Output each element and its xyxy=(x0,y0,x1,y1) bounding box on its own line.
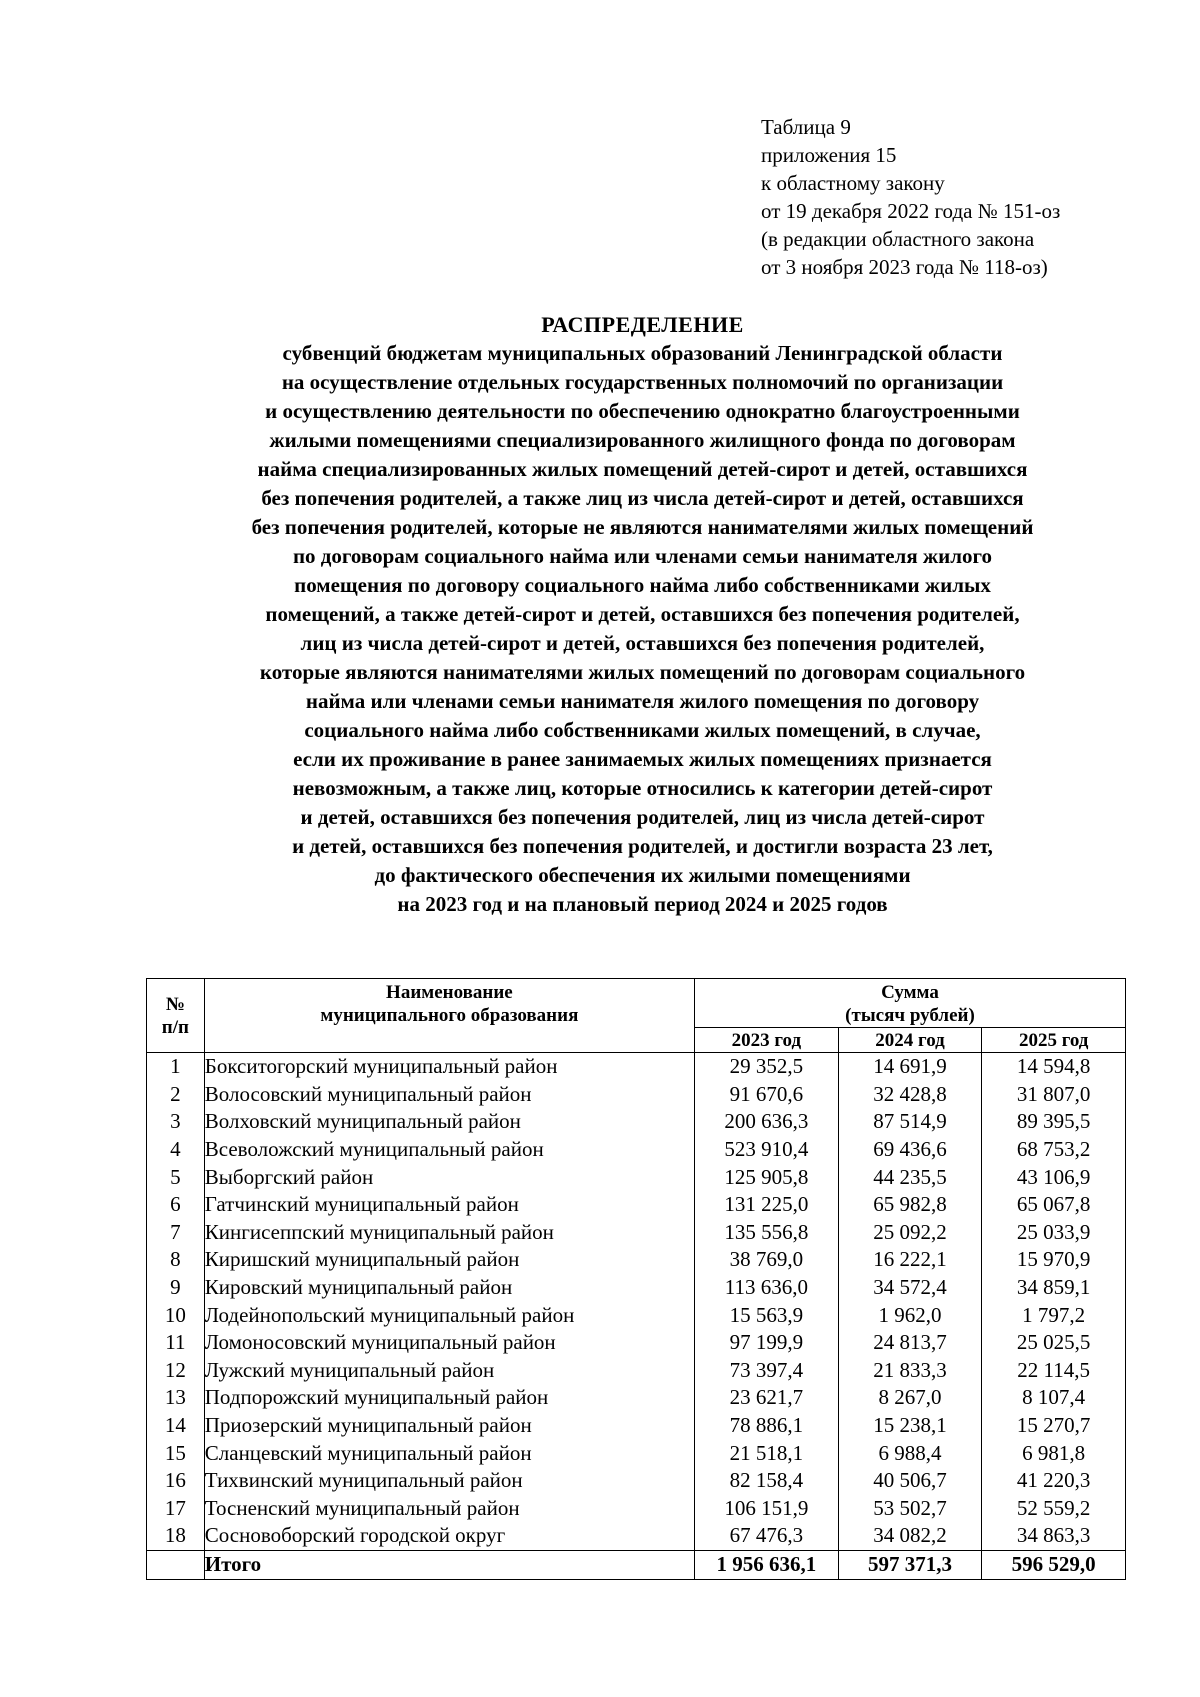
subtitle-line: жилыми помещениями специализированного жилищного фонда по договорам xyxy=(269,428,1016,452)
row-name: Кировский муниципальный район xyxy=(204,1274,694,1302)
row-value-2023: 15 563,9 xyxy=(695,1301,839,1329)
subtitle-line: если их проживание в ранее занимаемых жилых помещениях признается xyxy=(293,747,992,771)
table-row xyxy=(147,1384,1126,1412)
row-value-2023: 29 352,5 xyxy=(695,1053,839,1081)
row-value-2024: 32 428,8 xyxy=(838,1081,982,1109)
row-number: 6 xyxy=(147,1191,205,1219)
header-year-2024: 2024 год xyxy=(838,1028,982,1053)
row-value-2025: 14 594,8 xyxy=(982,1053,1126,1081)
subtitle-line: найма специализированных жилых помещений детей-сирот и детей, оставшихся xyxy=(257,457,1028,481)
row-number: 16 xyxy=(147,1467,205,1495)
row-number: 10 xyxy=(147,1301,205,1329)
row-number: 15 xyxy=(147,1439,205,1467)
total-row xyxy=(147,1550,1126,1579)
header-sum xyxy=(695,979,1126,1028)
subtitle-line: субвенций бюджетам муниципальных образований Ленинградской области xyxy=(282,341,1003,365)
row-name: Лодейнопольский муниципальный район xyxy=(204,1301,694,1329)
row-value-2025: 6 981,8 xyxy=(982,1439,1126,1467)
row-value-2023: 523 910,4 xyxy=(695,1136,839,1164)
row-value-2024: 69 436,6 xyxy=(838,1136,982,1164)
row-number: 7 xyxy=(147,1219,205,1247)
total-value-2023: 1 956 636,1 xyxy=(695,1550,839,1579)
document-title: РАСПРЕДЕЛЕНИЕ xyxy=(541,312,744,337)
row-value-2025: 31 807,0 xyxy=(982,1081,1126,1109)
row-number: 18 xyxy=(147,1522,205,1550)
row-value-2023: 21 518,1 xyxy=(695,1439,839,1467)
row-name: Киришский муниципальный район xyxy=(204,1246,694,1274)
title-block xyxy=(120,311,1165,919)
row-value-2025: 43 106,9 xyxy=(982,1163,1126,1191)
table-row xyxy=(147,1219,1126,1247)
table-row xyxy=(147,1191,1126,1219)
row-value-2023: 113 636,0 xyxy=(695,1274,839,1302)
row-value-2023: 38 769,0 xyxy=(695,1246,839,1274)
row-value-2025: 65 067,8 xyxy=(982,1191,1126,1219)
row-name: Ломоносовский муниципальный район xyxy=(204,1329,694,1357)
table-row xyxy=(147,1301,1126,1329)
row-name: Сланцевский муниципальный район xyxy=(204,1439,694,1467)
subtitle-line: социального найма либо собственниками жилых помещений, в случае, xyxy=(304,718,981,742)
row-value-2025: 15 970,9 xyxy=(982,1246,1126,1274)
row-value-2024: 40 506,7 xyxy=(838,1467,982,1495)
table-row xyxy=(147,1357,1126,1385)
subtitle-line: на 2023 год и на плановый период 2024 и 2025 годов xyxy=(397,892,888,916)
row-value-2023: 82 158,4 xyxy=(695,1467,839,1495)
row-value-2024: 34 082,2 xyxy=(838,1522,982,1550)
subtitle-line: найма или членами семьи нанимателя жилого помещения по договору xyxy=(305,689,980,713)
row-value-2025: 34 859,1 xyxy=(982,1274,1126,1302)
header-year-2025: 2025 год xyxy=(982,1028,1126,1053)
row-value-2023: 106 151,9 xyxy=(695,1495,839,1523)
subtitle-line: и осуществлению деятельности по обеспечению однократно благоустроенными xyxy=(265,399,1020,423)
table-row xyxy=(147,1163,1126,1191)
row-name: Лужский муниципальный район xyxy=(204,1357,694,1385)
header-sum-line1: Сумма xyxy=(881,982,939,1003)
header-note-line: Таблица 9 xyxy=(761,115,851,139)
row-value-2025: 15 270,7 xyxy=(982,1412,1126,1440)
row-value-2023: 78 886,1 xyxy=(695,1412,839,1440)
subtitle-line: помещения по договору социального найма либо собственниками жилых xyxy=(294,573,991,597)
row-value-2024: 87 514,9 xyxy=(838,1108,982,1136)
row-number: 14 xyxy=(147,1412,205,1440)
row-value-2024: 16 222,1 xyxy=(838,1246,982,1274)
row-value-2025: 1 797,2 xyxy=(982,1301,1126,1329)
row-value-2023: 125 905,8 xyxy=(695,1163,839,1191)
table-row xyxy=(147,1136,1126,1164)
row-value-2024: 65 982,8 xyxy=(838,1191,982,1219)
header-note xyxy=(761,113,1060,281)
row-number: 12 xyxy=(147,1357,205,1385)
row-value-2025: 25 025,5 xyxy=(982,1329,1126,1357)
row-value-2024: 25 092,2 xyxy=(838,1219,982,1247)
table-row xyxy=(147,1412,1126,1440)
row-number: 1 xyxy=(147,1053,205,1081)
row-value-2023: 97 199,9 xyxy=(695,1329,839,1357)
row-value-2024: 6 988,4 xyxy=(838,1439,982,1467)
row-value-2023: 23 621,7 xyxy=(695,1384,839,1412)
table-row xyxy=(147,1274,1126,1302)
row-value-2024: 15 238,1 xyxy=(838,1412,982,1440)
total-value-2024: 597 371,3 xyxy=(838,1550,982,1579)
row-number: 8 xyxy=(147,1246,205,1274)
table-row xyxy=(147,1495,1126,1523)
subtitle-line: на осуществление отдельных государственных полномочий по организации xyxy=(281,370,1004,394)
row-number: 5 xyxy=(147,1163,205,1191)
row-value-2025: 25 033,9 xyxy=(982,1219,1126,1247)
table-row xyxy=(147,1053,1126,1081)
subtitle-line: которые являются нанимателями жилых помещений по договорам социального xyxy=(259,660,1026,684)
header-number xyxy=(147,979,205,1053)
row-name: Сосновоборский городской округ xyxy=(204,1522,694,1550)
row-name: Всеволожский муниципальный район xyxy=(204,1136,694,1164)
row-name: Волосовский муниципальный район xyxy=(204,1081,694,1109)
table-row xyxy=(147,1081,1126,1109)
row-value-2024: 1 962,0 xyxy=(838,1301,982,1329)
row-value-2023: 91 670,6 xyxy=(695,1081,839,1109)
row-name: Тихвинский муниципальный район xyxy=(204,1467,694,1495)
total-label: Итого xyxy=(204,1550,694,1579)
header-year-2023: 2023 год xyxy=(695,1028,839,1053)
row-number: 11 xyxy=(147,1329,205,1357)
row-value-2025: 8 107,4 xyxy=(982,1384,1126,1412)
row-value-2025: 52 559,2 xyxy=(982,1495,1126,1523)
row-value-2025: 89 395,5 xyxy=(982,1108,1126,1136)
document-subtitle xyxy=(120,339,1165,919)
table-row xyxy=(147,1522,1126,1550)
row-value-2024: 14 691,9 xyxy=(838,1053,982,1081)
row-name: Выборгский район xyxy=(204,1163,694,1191)
row-value-2024: 44 235,5 xyxy=(838,1163,982,1191)
subtitle-line: помещений, а также детей-сирот и детей, оставшихся без попечения родителей, xyxy=(265,602,1020,626)
row-value-2025: 68 753,2 xyxy=(982,1136,1126,1164)
row-value-2023: 200 636,3 xyxy=(695,1108,839,1136)
table-row xyxy=(147,1467,1126,1495)
subtitle-line: без попечения родителей, а также лиц из числа детей-сирот и детей, оставшихся xyxy=(261,486,1024,510)
subtitle-line: невозможным, а также лиц, которые относились к категории детей-сирот xyxy=(292,776,993,800)
row-value-2024: 8 267,0 xyxy=(838,1384,982,1412)
table-row xyxy=(147,1246,1126,1274)
header-note-line: к областному закону xyxy=(761,171,945,195)
subtitle-line: по договорам социального найма или членами семьи нанимателя жилого xyxy=(292,544,993,568)
header-number-line2: п/п xyxy=(161,1016,189,1038)
row-value-2024: 34 572,4 xyxy=(838,1274,982,1302)
header-note-line: от 19 декабря 2022 года № 151-оз xyxy=(761,199,1061,223)
row-name: Волховский муниципальный район xyxy=(204,1108,694,1136)
row-number: 13 xyxy=(147,1384,205,1412)
row-value-2024: 21 833,3 xyxy=(838,1357,982,1385)
header-sum-line2: (тысяч рублей) xyxy=(845,1005,975,1026)
total-number-cell xyxy=(147,1550,205,1579)
header-name xyxy=(204,979,694,1053)
header-number-line1: № xyxy=(165,993,185,1015)
row-name: Подпорожский муниципальный район xyxy=(204,1384,694,1412)
row-number: 9 xyxy=(147,1274,205,1302)
subtitle-line: до фактического обеспечения их жилыми помещениями xyxy=(374,863,911,887)
row-value-2025: 41 220,3 xyxy=(982,1467,1126,1495)
row-name: Кингисеппский муниципальный район xyxy=(204,1219,694,1247)
table-row xyxy=(147,1329,1126,1357)
subtitle-line: без попечения родителей, которые не являются нанимателями жилых помещений xyxy=(251,515,1034,539)
table-body xyxy=(147,1053,1126,1580)
distribution-table xyxy=(146,978,1126,1580)
header-name-line1: Наименование xyxy=(386,982,513,1003)
row-value-2025: 34 863,3 xyxy=(982,1522,1126,1550)
header-name-line2: муниципального образования xyxy=(320,1005,579,1026)
total-value-2025: 596 529,0 xyxy=(982,1550,1126,1579)
row-value-2023: 67 476,3 xyxy=(695,1522,839,1550)
header-note-line: приложения 15 xyxy=(761,143,897,167)
subtitle-line: лиц из числа детей-сирот и детей, оставшихся без попечения родителей, xyxy=(300,631,985,655)
row-number: 4 xyxy=(147,1136,205,1164)
header-note-line: (в редакции областного закона xyxy=(761,227,1035,251)
row-value-2024: 53 502,7 xyxy=(838,1495,982,1523)
row-value-2023: 73 397,4 xyxy=(695,1357,839,1385)
row-name: Приозерский муниципальный район xyxy=(204,1412,694,1440)
row-name: Гатчинский муниципальный район xyxy=(204,1191,694,1219)
row-number: 17 xyxy=(147,1495,205,1523)
table-row xyxy=(147,1108,1126,1136)
row-name: Тосненский муниципальный район xyxy=(204,1495,694,1523)
row-name: Бокситогорский муниципальный район xyxy=(204,1053,694,1081)
subtitle-line: и детей, оставшихся без попечения родителей, лиц из числа детей-сирот xyxy=(300,805,985,829)
header-note-line: от 3 ноября 2023 года № 118-оз) xyxy=(761,255,1048,279)
subtitle-line: и детей, оставшихся без попечения родителей, и достигли возраста 23 лет, xyxy=(292,834,993,858)
row-value-2023: 131 225,0 xyxy=(695,1191,839,1219)
table-row xyxy=(147,1439,1126,1467)
row-number: 2 xyxy=(147,1081,205,1109)
row-value-2024: 24 813,7 xyxy=(838,1329,982,1357)
row-value-2023: 135 556,8 xyxy=(695,1219,839,1247)
row-number: 3 xyxy=(147,1108,205,1136)
row-value-2025: 22 114,5 xyxy=(982,1357,1126,1385)
